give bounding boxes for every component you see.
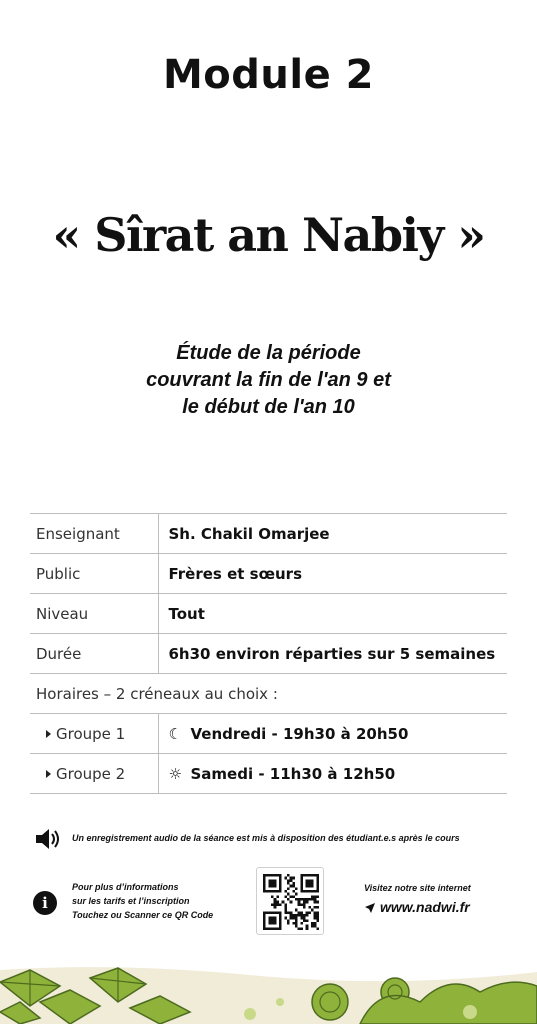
decorative-pattern: [0, 962, 537, 1024]
cursor-arrow-icon: [364, 902, 376, 914]
group-label-text: Groupe 1: [56, 724, 126, 743]
row-value-public: Frères et sœurs: [158, 554, 507, 594]
row-label-public: Public: [30, 554, 158, 594]
subtitle-line: Étude de la période: [176, 342, 361, 364]
group-schedule-text: Vendredi - 19h30 à 20h50: [190, 724, 409, 743]
subtitle-line: couvrant la fin de l'an 9 et: [146, 369, 391, 391]
group-1-schedule: [158, 714, 507, 754]
row-value-duree: 6h30 environ réparties sur 5 semaines: [158, 634, 507, 674]
course-info-table: [30, 513, 507, 794]
table-row: [30, 754, 507, 794]
subtitle-line: le début de l'an 10: [182, 396, 355, 418]
row-label-niveau: Niveau: [30, 594, 158, 634]
site-label: Visitez notre site internet: [364, 883, 471, 893]
table-row: [30, 674, 507, 714]
sun-icon: ☼: [168, 764, 182, 783]
info-icon: i: [33, 891, 57, 915]
info-text: [72, 880, 213, 922]
moon-icon: ☾: [168, 724, 182, 743]
row-label-duree: Durée: [30, 634, 158, 674]
site-link[interactable]: [364, 899, 470, 915]
info-line: sur les tarifs et l’inscription: [72, 896, 190, 906]
group-schedule-text: Samedi - 11h30 à 12h50: [190, 764, 396, 783]
caret-right-icon: [46, 730, 51, 738]
group-2-label: [30, 754, 158, 794]
row-value-niveau: Tout: [158, 594, 507, 634]
group-label-text: Groupe 2: [56, 764, 126, 783]
speaker-icon: [34, 826, 62, 852]
course-subtitle: [60, 340, 477, 421]
group-2-schedule: [158, 754, 507, 794]
audio-notice-text: Un enregistrement audio de la séance est mis à disposition des étudiant.e.s après le cours: [72, 833, 460, 843]
table-row: [30, 714, 507, 754]
qr-code-icon: [263, 874, 319, 930]
table-row: [30, 594, 507, 634]
info-line: Pour plus d’informations: [72, 882, 179, 892]
module-title: Module 2: [163, 52, 374, 98]
horaires-label: Horaires – 2 créneaux au choix :: [30, 674, 507, 714]
info-line: Touchez ou Scanner ce QR Code: [72, 910, 214, 920]
site-url-text: www.nadwi.fr: [380, 899, 470, 915]
group-1-label: [30, 714, 158, 754]
table-row: [30, 554, 507, 594]
row-label-enseignant: Enseignant: [30, 514, 158, 554]
caret-right-icon: [46, 770, 51, 778]
row-value-enseignant: Sh. Chakil Omarjee: [158, 514, 507, 554]
qr-code[interactable]: [256, 867, 324, 935]
table-row: [30, 514, 507, 554]
table-row: [30, 634, 507, 674]
course-title: « Sîrat an Nabiy »: [52, 208, 485, 262]
audio-notice: [34, 826, 514, 852]
